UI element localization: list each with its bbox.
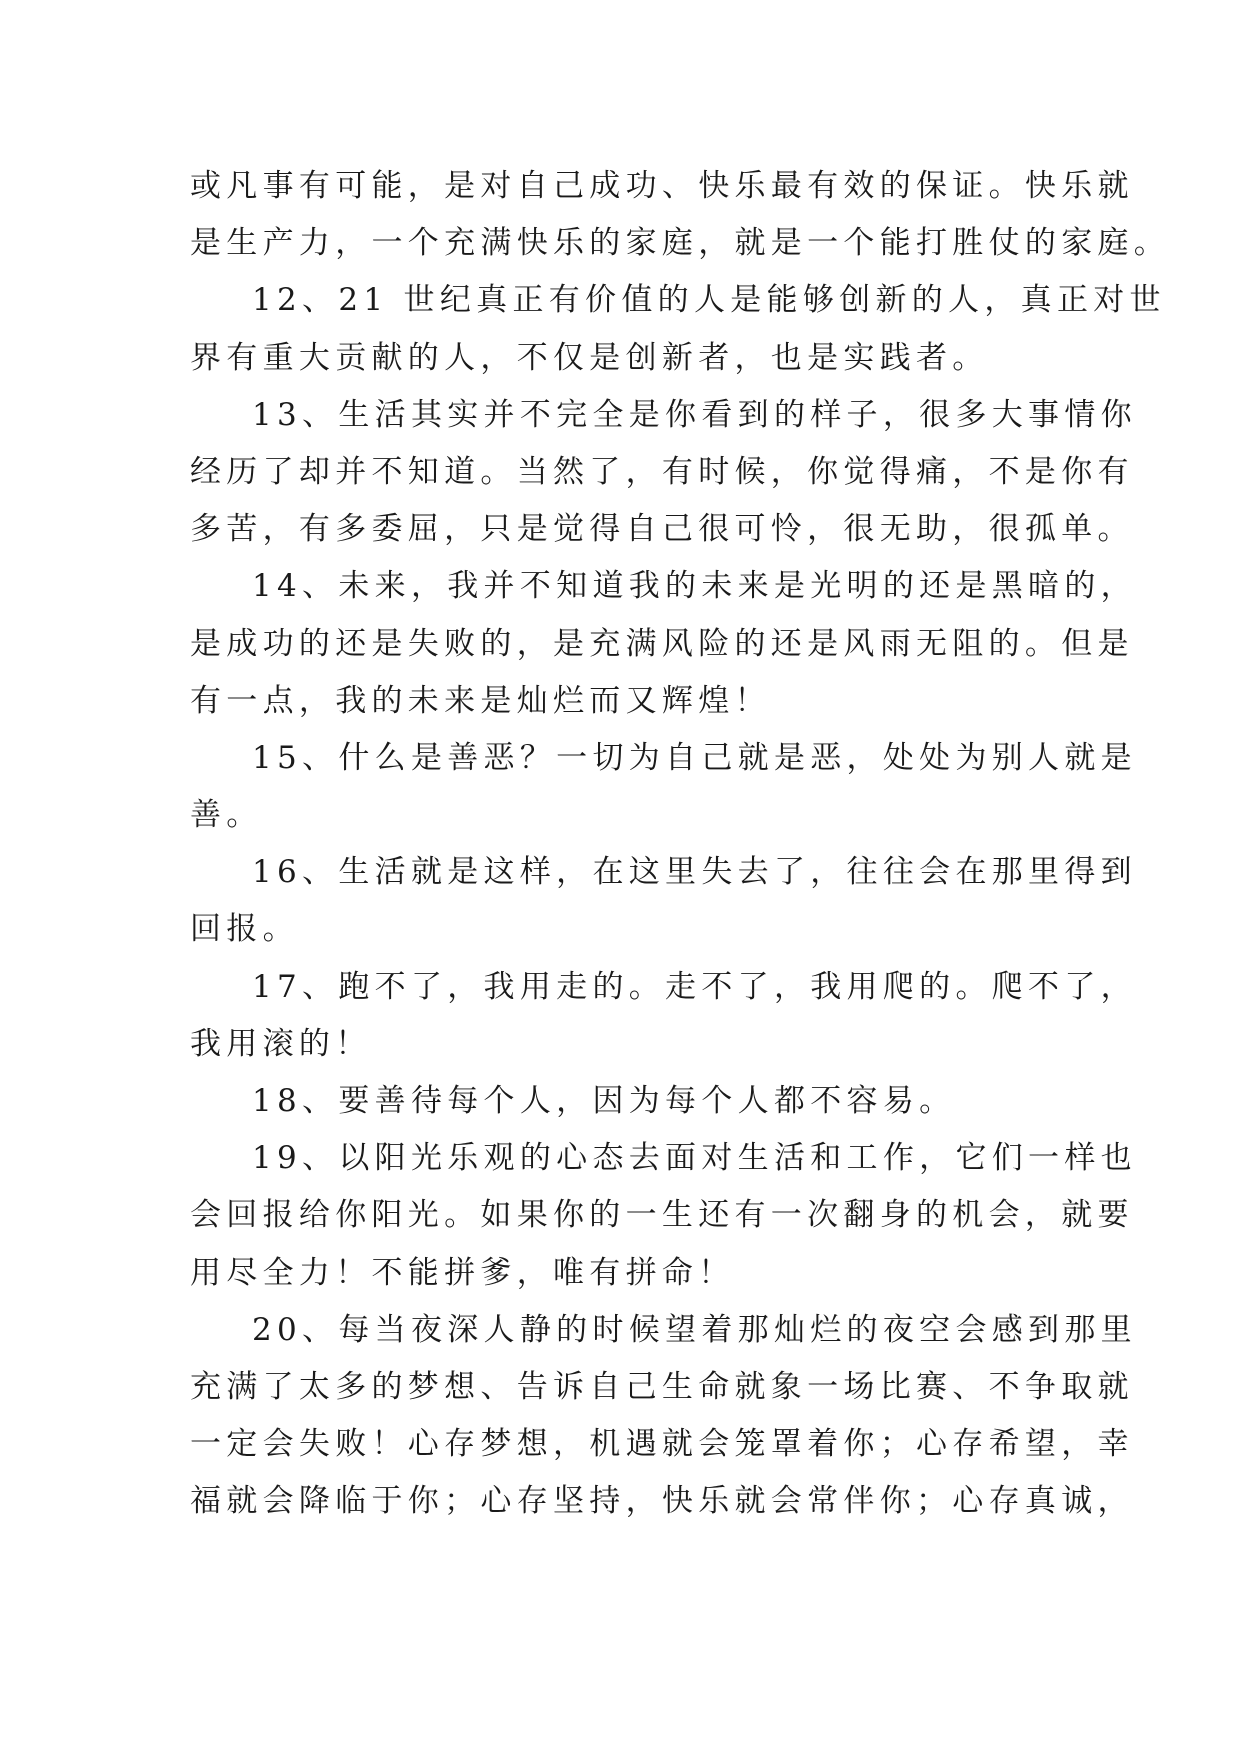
- text-line: 我用滚的！: [190, 1025, 372, 1062]
- text-line: 回报。: [190, 911, 299, 948]
- text-line: 界有重大贡献的人，不仅是创新者，也是实践者。: [190, 339, 989, 376]
- document-body: [190, 158, 1171, 1531]
- text-line: 是成功的还是失败的，是充满风险的还是风雨无阻的。但是: [190, 625, 1134, 662]
- text-line: 会回报给你阳光。如果你的一生还有一次翻身的机会，就要: [190, 1197, 1134, 1234]
- text-line: 12、21 世纪真正有价值的人是能够创新的人，真正对世: [252, 282, 1166, 319]
- text-line: 善。: [190, 797, 263, 834]
- text-line: 14、未来，我并不知道我的未来是光明的还是黑暗的，: [252, 568, 1137, 605]
- text-line: 16、生活就是这样，在这里失去了，往往会在那里得到: [252, 854, 1137, 891]
- text-line: 或凡事有可能，是对自己成功、快乐最有效的保证。快乐就: [190, 168, 1134, 204]
- text-line: 一定会失败！心存梦想，机遇就会笼罩着你；心存希望，幸: [190, 1426, 1134, 1463]
- text-line: 用尽全力！不能拼爹，唯有拼命！: [190, 1254, 735, 1291]
- text-line: 福就会降临于你；心存坚持，快乐就会常伴你；心存真诚，: [190, 1483, 1134, 1520]
- text-line: 17、跑不了，我用走的。走不了，我用爬的。爬不了，: [252, 968, 1137, 1005]
- text-line: 13、生活其实并不完全是你看到的样子，很多大事情你: [252, 396, 1137, 433]
- text-line: 19、以阳光乐观的心态去面对生活和工作，它们一样也: [252, 1140, 1137, 1177]
- text-line: 18、要善待每个人，因为每个人都不容易。: [252, 1083, 956, 1119]
- text-line: 20、每当夜深人静的时候望着那灿烂的夜空会感到那里: [252, 1311, 1137, 1348]
- text-line: 经历了却并不知道。当然了，有时候，你觉得痛，不是你有: [190, 453, 1134, 490]
- text-line: 是生产力，一个充满快乐的家庭，就是一个能打胜仗的家庭。: [190, 225, 1171, 262]
- text-line: 15、什么是善恶？一切为自己就是恶，处处为别人就是: [252, 739, 1137, 776]
- text-line: 有一点，我的未来是灿烂而又辉煌！: [190, 682, 771, 719]
- text-line: 多苦，有多委屈，只是觉得自己很可怜，很无助，很孤单。: [190, 511, 1134, 548]
- text-line: 充满了太多的梦想、告诉自己生命就象一场比赛、不争取就: [190, 1368, 1134, 1405]
